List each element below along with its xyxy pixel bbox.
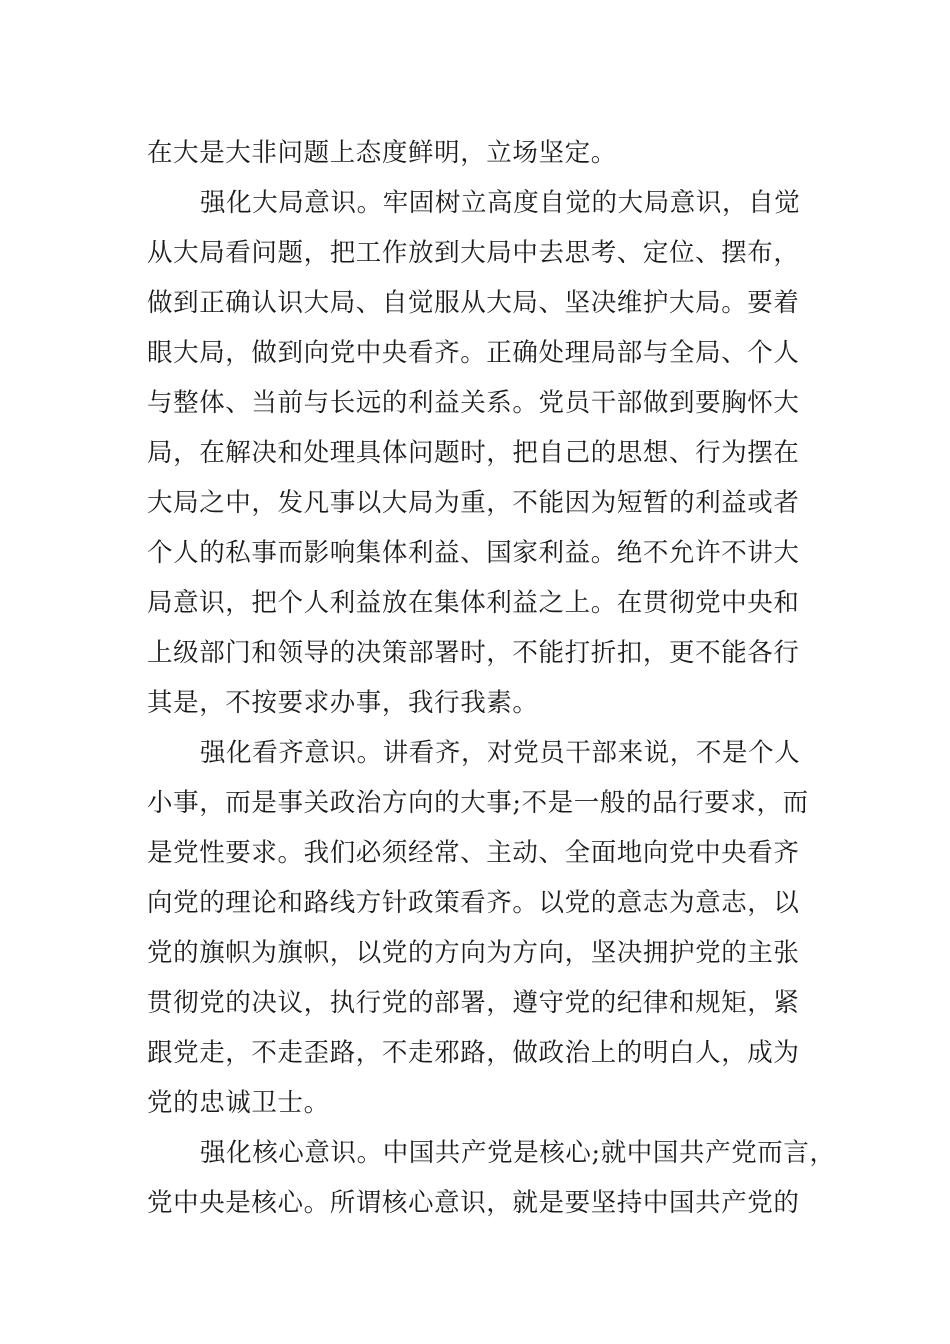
text-line: 党的旗帜为旗帜，以党的方向为方向，坚决拥护党的主张 [147,938,800,968]
text-line: 局意识，把个人利益放在集体利益之上。在贯彻党中央和 [147,588,800,618]
text-line: 党的忠诚卫士。 [147,1088,330,1118]
paragraph-start-line: 强化看齐意识。讲看齐，对党员干部来说，不是个人 [200,738,801,768]
text-line: 在大是大非问题上态度鲜明，立场坚定。 [147,138,617,168]
text-line: 小事，而是事关政治方向的大事;不是一般的品行要求，而 [147,788,809,818]
text-line: 是党性要求。我们必须经常、主动、全面地向党中央看齐 [147,838,800,868]
text-line: 做到正确认识大局、自觉服从大局、坚决维护大局。要着 [147,288,800,318]
text-line: 跟党走，不走歪路，不走邪路，做政治上的明白人，成为 [147,1038,800,1068]
text-line: 与整体、当前与长远的利益关系。党员干部做到要胸怀大 [147,388,800,418]
text-line: 局，在解决和处理具体问题时，把自己的思想、行为摆在 [147,438,800,468]
text-line: 大局之中，发凡事以大局为重，不能因为短暂的利益或者 [147,488,800,518]
paragraph-start-line: 强化大局意识。牢固树立高度自觉的大局意识，自觉 [200,188,801,218]
text-line: 党中央是核心。所谓核心意识，就是要坚持中国共产党的 [147,1188,800,1218]
text-line: 上级部门和领导的决策部署时，不能打折扣，更不能各行 [147,638,800,668]
text-line: 贯彻党的决议，执行党的部署，遵守党的纪律和规矩，紧 [147,988,800,1018]
paragraph-start-line: 强化核心意识。中国共产党是核心;就中国共产党而言， [200,1138,836,1168]
text-line: 个人的私事而影响集体利益、国家利益。绝不允许不讲大 [147,538,800,568]
text-line: 其是，不按要求办事，我行我素。 [147,688,539,718]
text-line: 向党的理论和路线方针政策看齐。以党的意志为意志，以 [147,888,800,918]
text-line: 眼大局，做到向党中央看齐。正确处理局部与全局、个人 [147,338,800,368]
text-line: 从大局看问题，把工作放到大局中去思考、定位、摆布， [147,238,800,268]
